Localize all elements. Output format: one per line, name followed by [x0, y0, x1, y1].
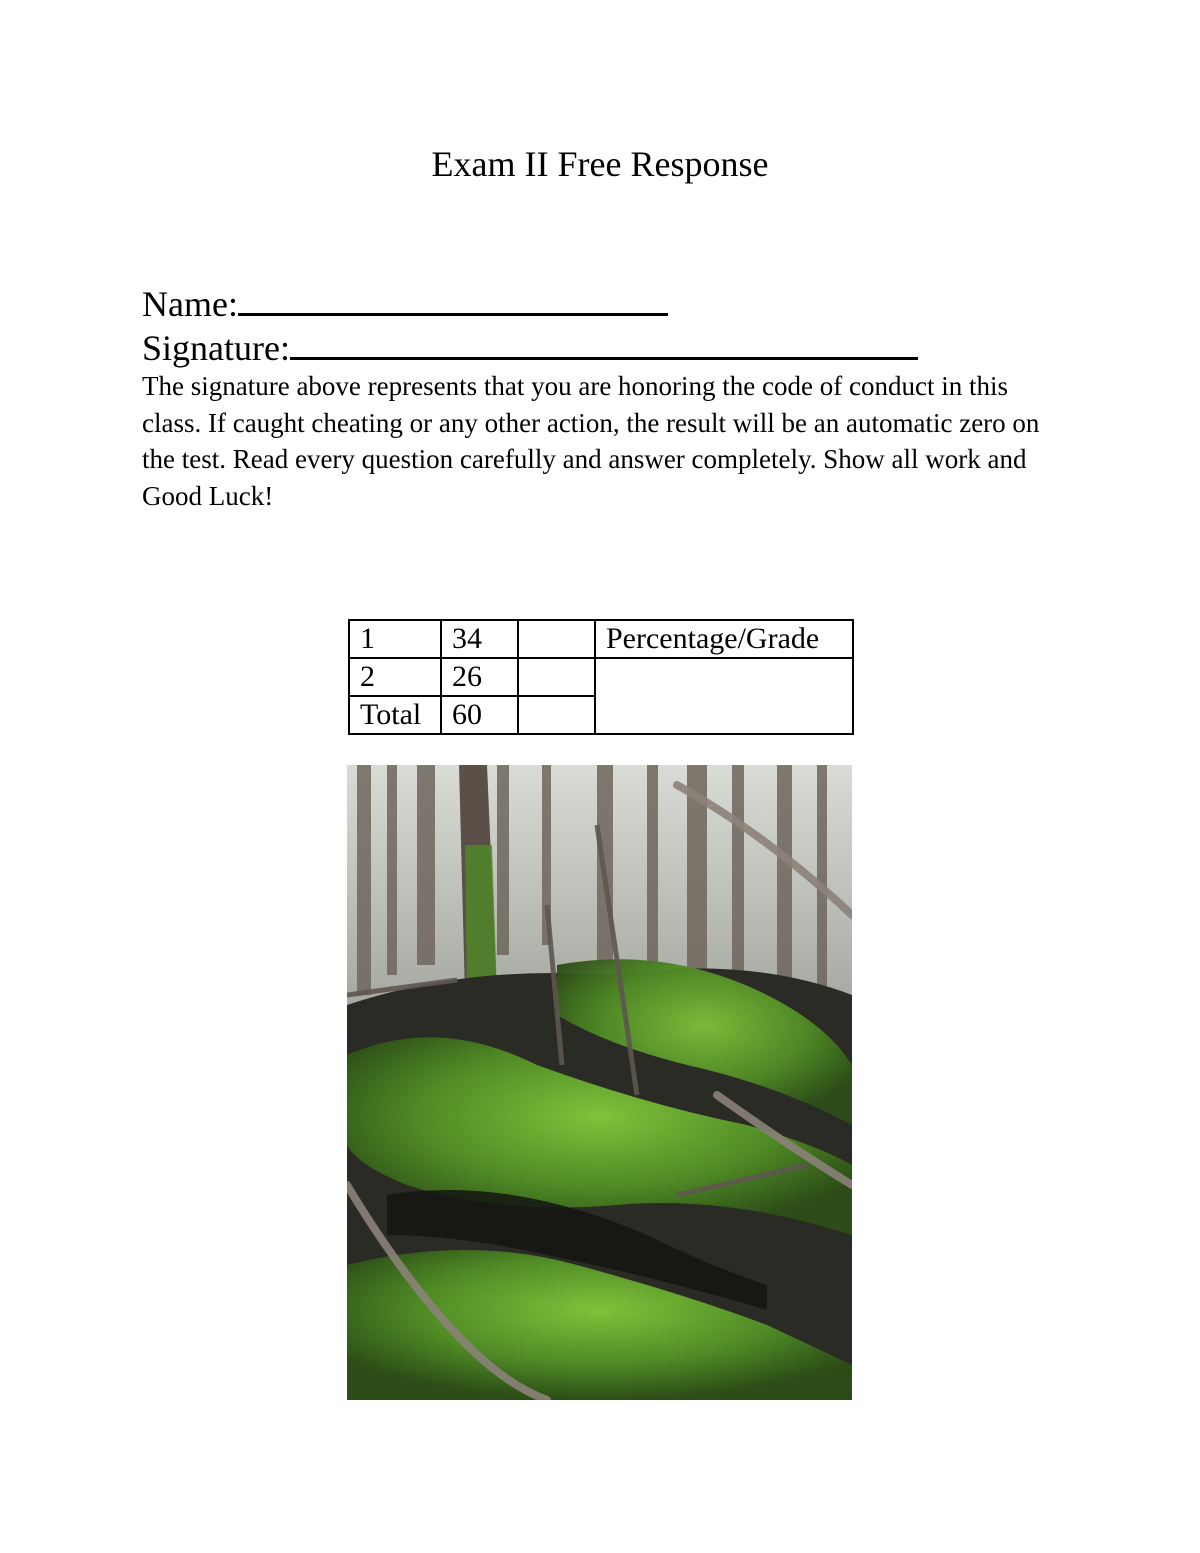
- table-row: [349, 658, 853, 696]
- grade-cell[interactable]: [595, 658, 853, 734]
- score-cell[interactable]: [518, 658, 595, 696]
- score-table: [348, 619, 854, 735]
- table-row: [349, 620, 853, 658]
- signature-blank-line[interactable]: [290, 329, 918, 360]
- question-cell: Total: [349, 696, 441, 734]
- points-cell: 60: [441, 696, 518, 734]
- signature-label: Signature:: [142, 328, 290, 368]
- name-field[interactable]: [142, 282, 668, 326]
- points-cell: 34: [441, 620, 518, 658]
- forest-photo: [347, 765, 852, 1400]
- question-cell: 2: [349, 658, 441, 696]
- name-blank-line[interactable]: [238, 285, 668, 316]
- grade-header: Percentage/Grade: [595, 620, 853, 658]
- honor-statement: The signature above represents that you are honoring the code of conduct in this class. If caught cheating or any other action, the result will be an automatic zero on the test. Read every question carefully and answer completely. Show all work and Good Luck!: [142, 371, 1040, 511]
- signature-field[interactable]: [142, 326, 918, 370]
- score-cell[interactable]: [518, 696, 595, 734]
- question-cell: 1: [349, 620, 441, 658]
- page-title: Exam II Free Response: [431, 144, 769, 184]
- name-label: Name:: [142, 284, 238, 324]
- score-cell[interactable]: [518, 620, 595, 658]
- points-cell: 26: [441, 658, 518, 696]
